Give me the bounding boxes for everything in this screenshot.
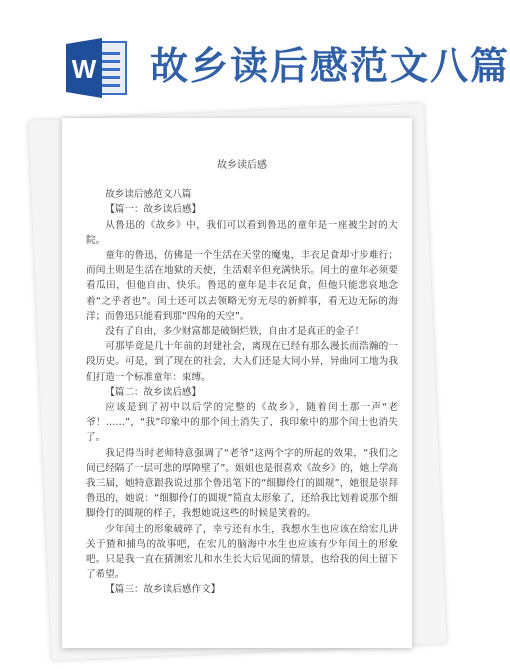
document-title: 故乡读后感 (217, 160, 267, 171)
section-heading-2: 【篇二：故乡读后感】 (105, 386, 202, 398)
section-heading-3: 【篇三：故乡读后感作文】 (105, 584, 221, 596)
paragraph: 少年闰土的形象破碎了，幸亏还有水生，我想水生也应该在给宏儿讲关于猹和捕鸟的故事吧，在宏儿的脑海中水生也应该有少年闰土的形象吧。只是我一直在猜测宏儿和水生长大后见面的情景，也给我的闰土留下了希望。 (86, 523, 398, 581)
document-subtitle: 故乡读后感范文八篇 (105, 189, 192, 201)
word-document-icon (66, 36, 128, 100)
paragraph: 我记得当时老师特意强调了“老爷”这两个字的所起的效果，“我们之间已经隔了一层可悲的厚障壁了”。姐姐也是很喜欢《故乡》的，她上学高我三届，她特意跟我说过那个鲁迅笔下的“细脚伶仃的圆规”，她很是崇拜鲁迅的，她说：“细脚伶仃的圆规”简直太形象了，还给我比划着说那个细脚伶仃的圆规的样子，我想她说这些的时候是笑着的。 (86, 447, 398, 520)
paragraph: 从鲁迅的《故乡》中，我们可以看到鲁迅的童年是一座被尘封的大院。 (86, 219, 398, 246)
paragraph: 没有了自由，多少财富都是破铜烂铁，自由才是真正的金子！ (105, 326, 365, 338)
section-heading-1: 【篇一：故乡读后感】 (105, 204, 202, 216)
banner-title: 故乡读后感范文八篇 (150, 44, 510, 88)
paragraph: 童年的鲁迅，仿佛是一个生活在天堂的魔鬼，丰衣足食却寸步难行；而闰土则是生活在地狱的天使，生活艰辛但充满快乐。闰土的童年必须要看瓜田，但他自由、快乐。鲁迅的童年是丰衣足食，但他只能悲哀地念着“之乎者也”。闰土还可以去领略无穷无尽的新鲜事，看无边无际的海洋；而鲁迅只能看到那“四角的天空”。 (86, 250, 398, 322)
word-logo-letter: W (71, 54, 97, 84)
document-body (86, 158, 398, 598)
paragraph: 应该是到了初中以后学的完整的《故乡》，随着闰土那一声“老爷！……”，“我”印象中的那个闰土消失了，我印象中的那个闰土也消失了。 (86, 402, 398, 444)
paragraph: 可那毕竟是几十年前的封建社会，离现在已经有那么漫长而浩瀚的一段历史。可是，到了现在的社会，大人们还是大同小异，异曲同工地为我们打造一个标准童年：束缚。 (86, 341, 398, 383)
banner-header (0, 0, 510, 108)
document-page (62, 118, 412, 648)
